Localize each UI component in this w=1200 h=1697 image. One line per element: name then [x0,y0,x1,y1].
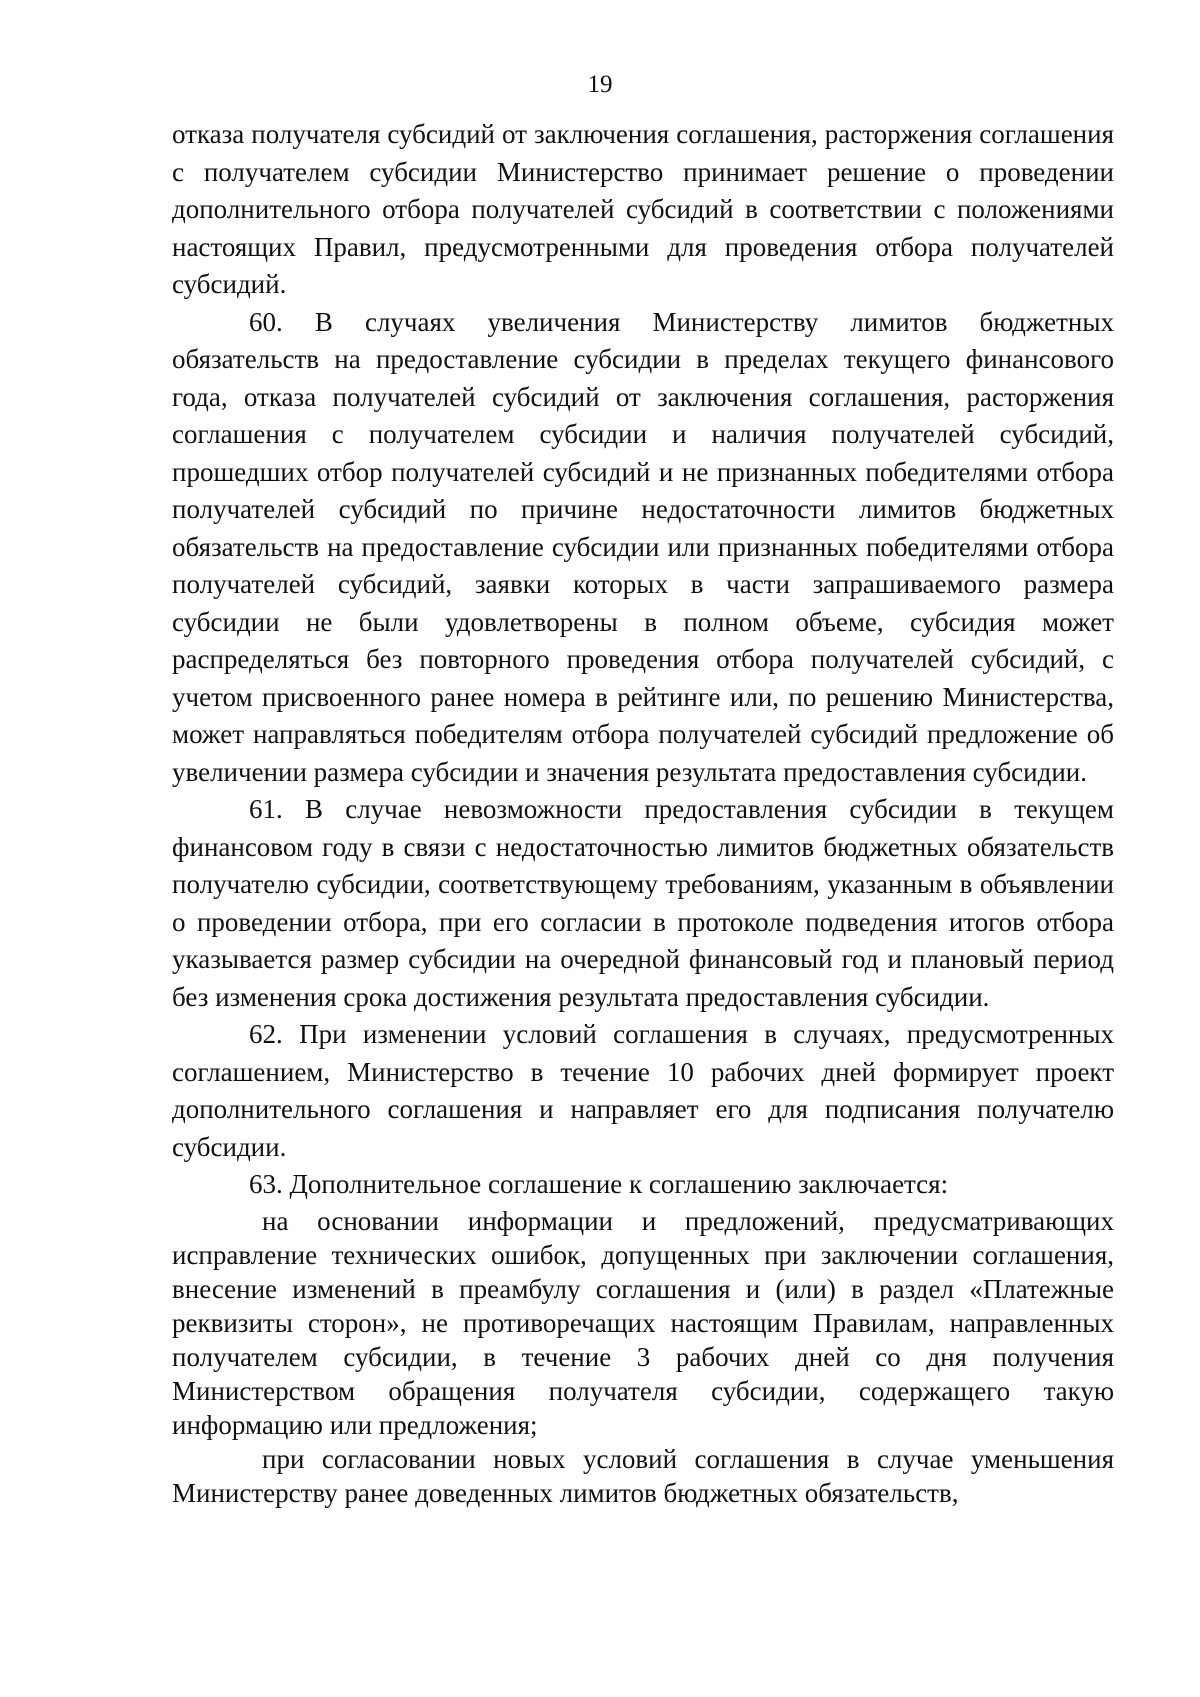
paragraph-60: 60. В случаях увеличения Министерству лимитов бюджетных обязательств на предоставление субсидии в пределах текущего финансового года, отказа получателей субсидий от заключения соглашения, расторжения соглашения с получателем субсидии и наличия получателей субсидий, прошедших отбор получателей субсидий и не признанных победителями отбора получателей субсидий по причине недостаточности лимитов бюджетных обязательств на предоставление субсидии или признанных победителями отбора получателей субсидий, заявки которых в части запрашиваемого размера субсидии не были удовлетворены в полном объеме, субсидия может распределяться без повторного проведения отбора получателей субсидий, с учетом присвоенного ранее номера в рейтинге или, по решению Министерства, может направляться победителям отбора получателей субсидий предложение об увеличении размера субсидии и значения результата предоставления субсидии. [172,306,1114,787]
document-body [172,116,1114,1510]
paragraph-63-item-2: при согласовании новых условий соглашения в случае уменьшения Министерству ранее доведенных лимитов бюджетных обязательств, [172,1443,1114,1508]
paragraph-63: 63. Дополнительное соглашение к соглашению заключается: [249,1169,949,1199]
paragraph-61: 61. В случае невозможности предоставления субсидии в текущем финансовом году в связи с недостаточностью лимитов бюджетных обязательств получателю субсидии, соответствующему требованиям, указанным в объявлении о проведении отбора, при его согласии в протоколе подведения итогов отбора указывается размер субсидии на очередной финансовый год и плановый период без изменения срока достижения результата предоставления субсидии. [172,794,1114,1012]
paragraph-62: 62. При изменении условий соглашения в случаях, предусмотренных соглашением, Министерство в течение 10 рабочих дней формирует проект дополнительного соглашения и направляет его для подписания получателю субсидии. [172,1019,1114,1162]
page-number: 19 [587,71,613,98]
paragraph-63-item-1: на основании информации и предложений, предусматривающих исправление технических ошибок, допущенных при заключении соглашения, внесение изменений в преамбулу соглашения и (или) в раздел «Платежные реквизиты сторон», не противоречащих настоящим Правилам, направленных получателем субсидии, в течение 3 рабочих дней со дня получения Министерством обращения получателя субсидии, содержащего такую информацию или предложения; [172,1205,1114,1440]
paragraph-continuation: отказа получателя субсидий от заключения соглашения, расторжения соглашения с получателем субсидии Министерство принимает решение о проведении дополнительного отбора получателей субсидий в соответствии с положениями настоящих Правил, предусмотренными для проведения отбора получателей субсидий. [172,119,1114,299]
